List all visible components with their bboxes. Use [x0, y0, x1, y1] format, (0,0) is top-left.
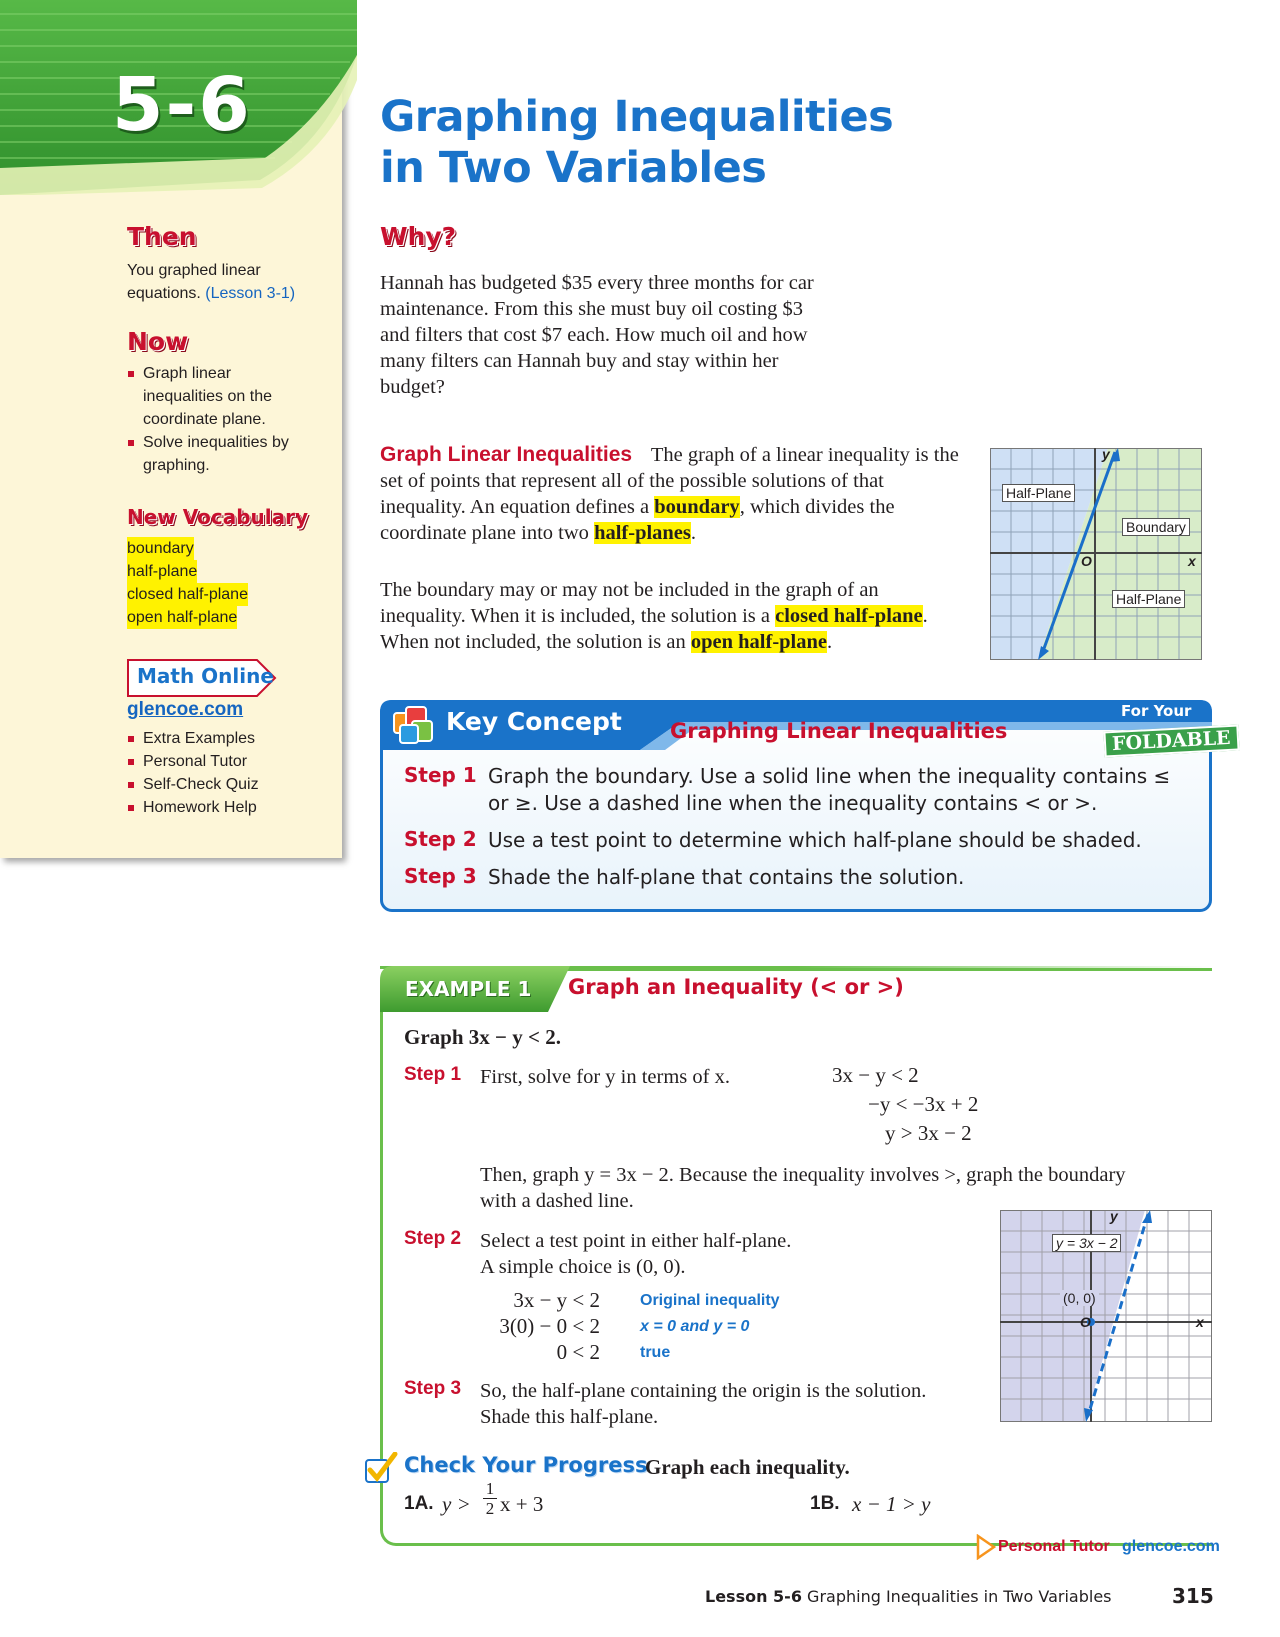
math-online-label[interactable]: Math Online — [137, 664, 274, 688]
for-your-label: For Your — [1121, 702, 1192, 720]
kc-step-2 — [404, 827, 1194, 854]
vocab-item[interactable]: half-plane — [127, 560, 197, 583]
lesson-number: 5-6 — [112, 62, 252, 148]
p2-c: . — [827, 631, 833, 653]
term-open-half-plane: open half-plane — [690, 631, 827, 653]
key-concept-steps — [404, 763, 1194, 891]
check-instruction: Graph each inequality. — [645, 1455, 850, 1479]
play-arrow-icon — [976, 1534, 996, 1560]
problem-1a-fraction — [483, 1479, 497, 1518]
footer-lesson: Lesson 5-6 — [705, 1587, 802, 1606]
online-item-homework-help[interactable]: Homework Help — [127, 796, 307, 819]
ex-step-3-label: Step 3 — [404, 1378, 462, 1399]
p2-a: The boundary may or may not be included in the graph of an inequality. When it is included, the solution is a — [380, 579, 879, 627]
ex-step-3-text: So, the half-plane containing the origin is the solution. Shade this half-plane. — [480, 1380, 927, 1428]
kc-step-1-label: Step 1 — [404, 763, 477, 787]
graph1-y-label: y — [1102, 446, 1110, 462]
kc-step-1 — [404, 763, 1194, 817]
kc-step-2-label: Step 2 — [404, 827, 477, 851]
graph1-origin-label: O — [1081, 553, 1092, 569]
example-prompt: Graph 3x − y < 2. — [404, 1025, 561, 1049]
vocab-list — [127, 537, 287, 629]
term-boundary: boundary — [654, 496, 740, 518]
term-half-planes: half-planes — [594, 522, 691, 544]
why-text: Hannah has budgeted $35 every three months for car maintenance. From this she must buy oil costing $3 and filters that cost $7 each. How much oil and how many filters can Hannah buy and stay within her budget? — [380, 272, 814, 398]
graph1-label-boundary: Boundary — [1122, 518, 1190, 536]
graph1-label-half-plane-right: Half-Plane — [1112, 590, 1185, 608]
graph1-label-half-plane-left: Half-Plane — [1002, 484, 1075, 502]
eq-line-2: −y < −3x + 2 — [868, 1092, 979, 1116]
personal-tutor-link[interactable]: glencoe.com — [1122, 1538, 1220, 1555]
p1-b: , which divides the coordinate plane into two — [380, 496, 895, 544]
fraction-denominator: 2 — [485, 1499, 495, 1518]
term-closed-half-plane: closed half-plane — [775, 605, 923, 627]
check-row-1-note: Original inequality — [640, 1292, 780, 1309]
online-item-personal-tutor[interactable]: Personal Tutor — [127, 750, 307, 773]
problem-1a-label: 1A. — [404, 1493, 434, 1514]
check-row-2-expr: 3(0) − 0 < 2 — [499, 1314, 600, 1338]
eq-line-1: 3x − y < 2 — [832, 1063, 919, 1087]
online-item-self-check-quiz[interactable]: Self-Check Quiz — [127, 773, 307, 796]
now-item: Graph linear inequalities on the coordinate plane. — [127, 362, 307, 431]
ex-step-2-text-1: Select a test point in either half-plane. — [480, 1230, 792, 1252]
problem-1a-expr-b: x + 3 — [500, 1492, 544, 1516]
footer-title: Graphing Inequalities in Two Variables — [807, 1587, 1112, 1606]
check-progress-heading: Check Your Progress — [404, 1453, 648, 1477]
graph2-x-label: x — [1196, 1314, 1204, 1330]
section-heading: Graph Linear Inequalities — [380, 443, 633, 466]
ex-step-2-text-2: A simple choice is (0, 0). — [480, 1256, 686, 1278]
kc-step-1-text: Graph the boundary. Use a solid line when the inequality contains ≤ or ≥. Use a dashed line when the inequality contains < or >. — [488, 764, 1171, 815]
checkmark-icon — [362, 1452, 398, 1486]
vocab-item[interactable]: boundary — [127, 537, 194, 560]
example-title: Graph an Inequality (< or >) — [568, 975, 904, 999]
page-title — [380, 92, 893, 194]
why-heading: Why? — [380, 222, 457, 251]
title-line-2: in Two Variables — [380, 143, 767, 193]
section-paragraph-2 — [380, 577, 960, 655]
page-number: 315 — [1172, 1584, 1214, 1608]
graph2-origin-label: O — [1080, 1314, 1091, 1330]
half-plane-graph — [990, 448, 1202, 660]
ex-step-2-label: Step 2 — [404, 1228, 462, 1249]
vocab-item[interactable]: open half-plane — [127, 606, 237, 629]
online-item-extra-examples[interactable]: Extra Examples — [127, 727, 307, 750]
graph1-x-label: x — [1188, 553, 1196, 569]
key-concept-badge: Key Concept — [446, 707, 622, 736]
foldable-badge[interactable]: FOLDABLE — [1103, 724, 1239, 757]
personal-tutor-label[interactable]: Personal Tutor — [998, 1538, 1110, 1555]
then-heading: Then — [127, 222, 197, 251]
kc-step-3 — [404, 864, 1194, 891]
now-heading: Now — [127, 327, 189, 356]
section-paragraph-1 — [380, 442, 960, 546]
problem-1b-expr: x − 1 > y — [852, 1492, 931, 1516]
graph2-point-label: (0, 0) — [1060, 1290, 1099, 1306]
kc-step-3-label: Step 3 — [404, 864, 477, 888]
fraction-numerator: 1 — [483, 1479, 497, 1499]
p1-c: . — [690, 522, 697, 544]
title-line-1: Graphing Inequalities — [380, 92, 894, 142]
ex-step-1-label: Step 1 — [404, 1064, 462, 1085]
vocab-item[interactable]: closed half-plane — [127, 583, 248, 606]
then-text — [127, 259, 317, 305]
page-footer — [705, 1587, 1112, 1606]
kc-step-3-text: Shade the half-plane that contains the solution. — [488, 865, 965, 889]
online-list — [127, 727, 307, 819]
problem-1b-label: 1B. — [810, 1493, 840, 1514]
graph2-y-label: y — [1110, 1208, 1118, 1224]
check-row-3-note: true — [640, 1344, 671, 1361]
glencoe-link[interactable]: glencoe.com — [127, 699, 244, 720]
p2-b: . When not included, the solution is an — [380, 605, 928, 653]
lesson-3-1-link[interactable]: (Lesson 3-1) — [205, 285, 296, 302]
ex-step-1-then: Then, graph y = 3x − 2. Because the inequality involves >, graph the boundary with a dashed line. — [480, 1164, 1126, 1212]
check-row-1-expr: 3x − y < 2 — [513, 1288, 600, 1312]
key-concept-title: Graphing Linear Inequalities — [670, 719, 1008, 743]
then-text-body: You graphed linear equations. — [127, 262, 261, 302]
vocab-heading: New Vocabulary — [127, 505, 309, 529]
graph2-eq-label: y = 3x − 2 — [1052, 1234, 1121, 1252]
eq-line-3: y > 3x − 2 — [885, 1121, 972, 1145]
problem-1a-expr-a: y > — [442, 1492, 471, 1516]
now-list — [127, 362, 307, 477]
key-concept-icon — [390, 705, 438, 747]
p1-a: The graph of a linear inequality is the set of points that represent all of the possible solutions of that inequality. An equation defines a — [380, 444, 959, 518]
check-row-2-note: x = 0 and y = 0 — [640, 1318, 750, 1335]
example-tab-label: EXAMPLE 1 — [405, 977, 532, 1001]
ex-step-1-text: First, solve for y in terms of x. — [480, 1066, 730, 1088]
kc-step-2-text: Use a test point to determine which half-plane should be shaded. — [488, 828, 1142, 852]
now-item: Solve inequalities by graphing. — [127, 431, 307, 477]
check-row-3-expr: 0 < 2 — [556, 1340, 600, 1364]
